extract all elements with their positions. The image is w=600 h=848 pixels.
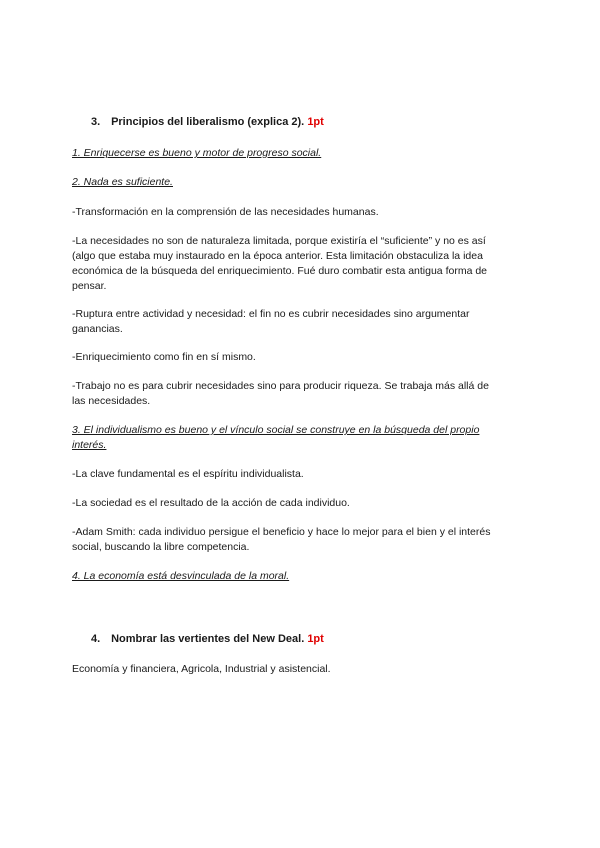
question-title: Principios del liberalismo (explica 2). [111,116,305,128]
paragraph-line: -Ruptura entre actividad y necesidad: el fin no es cubrir necesidades sino argumentar [72,308,470,320]
paragraph-line: ganancias. [72,323,123,335]
question-number: 3. [91,116,101,128]
paragraph [72,379,520,409]
paragraph [72,496,520,511]
paragraph-line: las necesidades. [72,395,151,407]
paragraph-line: social, buscando la libre competencia. [72,541,250,553]
question-number: 4. [91,633,101,645]
paragraph [72,205,520,220]
paragraph-line: -La sociedad es el resultado de la acción de cada individuo. [72,497,350,509]
paragraph [72,350,520,365]
answer-text: Economía y financiera, Agricola, Industrial y asistencial. [72,663,331,675]
paragraph-line: -Transformación en la comprensión de las necesidades humanas. [72,206,379,218]
answer-paragraph [72,662,520,677]
principle-2: 2. Nada es suficiente. [72,176,173,188]
paragraph-line: -Enriquecimiento como fin en sí mismo. [72,351,256,363]
paragraph-line: -Trabajo no es para cubrir necesidades sino para producir riqueza. Se trabaja más allá de [72,380,489,392]
paragraph [72,467,520,482]
paragraph [72,525,520,555]
paragraph-line: -Adam Smith: cada individuo persigue el beneficio y hace lo mejor para el bien y el interés [72,526,491,538]
paragraph-line: económica de la búsqueda del enriquecimiento. Fué duro combatir esta antigua forma de [72,265,488,277]
paragraph-line: (algo que estaba muy instaurado en la época anterior. Esta limitación obstaculiza la idea [72,250,483,262]
question-title: Nombrar las vertientes del New Deal. [111,633,305,645]
paragraph-line: pensar. [72,280,107,292]
question-3-heading [91,116,324,128]
principle-3 [72,423,479,453]
principle-4: 4. La economía está desvinculada de la moral. [72,570,290,582]
question-points: 1pt [307,633,324,645]
paragraph-line: -La clave fundamental es el espíritu individualista. [72,468,304,480]
paragraph-line: -La necesidades no son de naturaleza limitada, porque existiría el “suficiente” y no es así [72,235,486,247]
principle-3-line: 3. El individualismo es bueno y el vínculo social se construye en la búsqueda del propio [72,424,480,436]
principle-3-line: interés. [72,439,107,451]
question-4-heading [91,633,324,645]
paragraph [72,234,520,294]
question-points: 1pt [307,116,324,128]
paragraph [72,307,520,337]
principle-1: 1. Enriquecerse es bueno y motor de progreso social. [72,147,322,159]
